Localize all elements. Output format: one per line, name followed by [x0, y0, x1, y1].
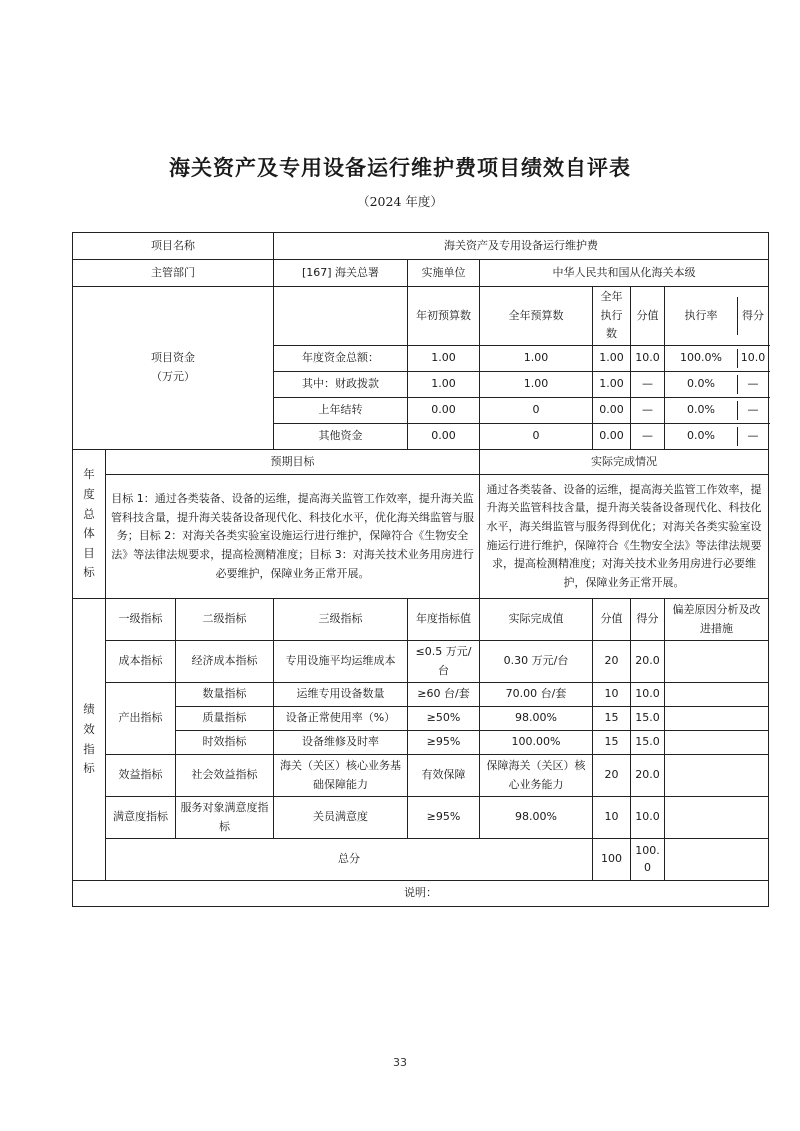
funds-header-row: [73, 287, 769, 346]
funds-header-rate: 执行率: [665, 297, 738, 335]
funds-row-rate-score: [665, 398, 769, 424]
perf-actual: 100.00%: [480, 731, 593, 755]
funds-row-annual: 0: [480, 424, 593, 450]
perf-target: ≥60 台/套: [408, 683, 480, 707]
perf-header-score-value: 分值: [593, 599, 631, 641]
perf-level2: 经济成本指标: [176, 641, 274, 683]
goals-side-char: 标: [83, 565, 95, 580]
perf-score-value: 10: [593, 683, 631, 707]
perf-level2: 数量指标: [176, 683, 274, 707]
funds-row-rate: 100.0%: [665, 349, 738, 368]
perf-level2: 质量指标: [176, 707, 274, 731]
perf-score-value: 20: [593, 641, 631, 683]
perf-score: 10.0: [631, 683, 665, 707]
funds-row-score-value: 10.0: [631, 346, 665, 372]
perf-target: ≥50%: [408, 707, 480, 731]
perf-header-row: [73, 599, 769, 641]
funds-row-label: 其中：财政拨款: [274, 372, 408, 398]
expected-goal-text: 目标 1：通过各类装备、设备的运维，提高海关监管工作效率，提升海关监管科技含量，提升海关装备设备现代化、科技化水平，优化海关缉监管与服务；目标 2：对海关各类实验室设施运行进行维护，保障符合《生物安全法》等法律法规要求，提高检测精准度；目标 3：对海关技术业务用房进行必要维护，保障业务正常开展。: [106, 475, 480, 599]
funds-row-rate: 0.0%: [665, 375, 738, 394]
department-row: [73, 260, 769, 287]
actual-result-text: 通过各类装备、设备的运维，提高海关监管工作效率，提升海关监管科技含量，提升海关装备设备现代化、科技化水平，海关缉监管与服务得到优化；对海关各类实验室设施运行进行维护，保障符合《生物安全法》等法律法规要求，提高检测精准度；对海关技术业务用房进行必要维护，保障业务正常开展。: [480, 475, 769, 599]
funds-header-initial: 年初预算数: [408, 287, 480, 346]
funds-header-rate-score: [665, 287, 769, 346]
funds-row-rate-score: [665, 346, 769, 372]
funds-label-line2: （万元）: [151, 370, 195, 384]
funds-label: [73, 287, 274, 450]
funds-header-blank: [274, 287, 408, 346]
goals-side-char: 度: [83, 486, 95, 501]
funds-row-label: 年度资金总额：: [274, 346, 408, 372]
perf-level3: 设备正常使用率（%）: [274, 707, 408, 731]
perf-header-score: 得分: [631, 599, 665, 641]
perf-side-char: 指: [83, 741, 95, 756]
perf-score-value: 20: [593, 755, 631, 797]
funds-header-executed: 全年执行数: [593, 287, 631, 346]
total-score-value: 100: [593, 839, 631, 881]
perf-group-satisfaction: 满意度指标: [106, 797, 176, 839]
project-name-value: 海关资产及专用设备运行维护费: [274, 233, 769, 260]
perf-score: 15.0: [631, 731, 665, 755]
goals-side-char: 年: [83, 467, 95, 482]
perf-score: 20.0: [631, 641, 665, 683]
perf-level2: 时效指标: [176, 731, 274, 755]
goals-side-char: 目: [83, 545, 95, 560]
funds-label-line1: 项目资金: [151, 351, 195, 365]
perf-row: [73, 755, 769, 797]
perf-header-analysis: 偏差原因分析及改进措施: [665, 599, 769, 641]
unit-label: 实施单位: [408, 260, 480, 287]
funds-row-executed: 0.00: [593, 398, 631, 424]
perf-actual: 98.00%: [480, 797, 593, 839]
funds-row-score: 10.0: [740, 351, 766, 365]
goals-header-row: [73, 450, 769, 475]
funds-row-rate-score: [665, 424, 769, 450]
funds-header-score: 得分: [742, 309, 765, 323]
funds-row-label: 其他资金: [274, 424, 408, 450]
funds-row-executed: 0.00: [593, 424, 631, 450]
evaluation-table: [72, 232, 769, 907]
perf-group-benefit: 效益指标: [106, 755, 176, 797]
funds-header-score-value: 分值: [631, 287, 665, 346]
total-analysis: [665, 839, 769, 881]
dept-label: 主管部门: [73, 260, 274, 287]
funds-row-annual: 1.00: [480, 372, 593, 398]
perf-target: ≤0.5 万元/台: [408, 641, 480, 683]
total-label: 总分: [106, 839, 593, 881]
project-name-label: 项目名称: [73, 233, 274, 260]
funds-row-score: —: [747, 403, 759, 417]
perf-analysis: [665, 755, 769, 797]
perf-level3: 设备维修及时率: [274, 731, 408, 755]
perf-score-value: 15: [593, 731, 631, 755]
perf-score: 20.0: [631, 755, 665, 797]
perf-header-level1: 一级指标: [106, 599, 176, 641]
funds-row-score: —: [747, 377, 759, 391]
perf-level3: 海关（关区）核心业务基础保障能力: [274, 755, 408, 797]
perf-group-cost: 成本指标: [106, 641, 176, 683]
perf-target: ≥95%: [408, 797, 480, 839]
funds-row-score: —: [747, 429, 759, 443]
funds-row-initial: 1.00: [408, 372, 480, 398]
perf-level2: 服务对象满意度指标: [176, 797, 274, 839]
perf-row: [73, 797, 769, 839]
perf-analysis: [665, 641, 769, 683]
funds-row-rate-score: [665, 372, 769, 398]
goals-side-label: [73, 450, 106, 599]
perf-side-label: [73, 599, 106, 881]
page-subtitle: （2024 年度）: [357, 194, 443, 209]
perf-header-target: 年度指标值: [408, 599, 480, 641]
perf-row: [73, 731, 769, 755]
note-row: [73, 881, 769, 907]
perf-target: 有效保障: [408, 755, 480, 797]
funds-row-label: 上年结转: [274, 398, 408, 424]
funds-row-initial: 0.00: [408, 424, 480, 450]
expected-goal-header: 预期目标: [106, 450, 480, 475]
dept-value: [167] 海关总署: [274, 260, 408, 287]
perf-score: 15.0: [631, 707, 665, 731]
perf-actual: 保障海关（关区）核心业务能力: [480, 755, 593, 797]
perf-row: [73, 707, 769, 731]
funds-row-executed: 1.00: [593, 346, 631, 372]
perf-analysis: [665, 683, 769, 707]
funds-row-initial: 0.00: [408, 398, 480, 424]
perf-header-actual: 实际完成值: [480, 599, 593, 641]
perf-analysis: [665, 731, 769, 755]
perf-score-value: 15: [593, 707, 631, 731]
perf-header-level2: 二级指标: [176, 599, 274, 641]
page-title: 海关资产及专用设备运行维护费项目绩效自评表: [169, 155, 631, 180]
perf-level3: 关员满意度: [274, 797, 408, 839]
perf-row: [73, 683, 769, 707]
perf-actual: 70.00 台/套: [480, 683, 593, 707]
funds-row-score-value: —: [631, 372, 665, 398]
goals-content-row: [73, 475, 769, 599]
funds-row-score-value: —: [631, 398, 665, 424]
perf-analysis: [665, 707, 769, 731]
total-row: [73, 839, 769, 881]
perf-target: ≥95%: [408, 731, 480, 755]
funds-row-annual: 0: [480, 398, 593, 424]
perf-level3: 专用设施平均运维成本: [274, 641, 408, 683]
perf-level2: 社会效益指标: [176, 755, 274, 797]
perf-side-char: 效: [83, 722, 95, 737]
page-number: 33: [393, 1056, 407, 1069]
unit-value: 中华人民共和国从化海关本级: [480, 260, 769, 287]
funds-row-rate: 0.0%: [665, 401, 738, 420]
perf-actual: 98.00%: [480, 707, 593, 731]
perf-side-char: 标: [83, 761, 95, 776]
funds-row-score-value: —: [631, 424, 665, 450]
funds-row-executed: 1.00: [593, 372, 631, 398]
total-score: 100.0: [631, 839, 665, 881]
goals-side-char: 体: [83, 526, 95, 541]
project-name-row: [73, 233, 769, 260]
perf-score-value: 10: [593, 797, 631, 839]
perf-analysis: [665, 797, 769, 839]
perf-group-output: 产出指标: [106, 683, 176, 755]
note-label: 说明：: [73, 881, 769, 907]
perf-actual: 0.30 万元/台: [480, 641, 593, 683]
goals-side-char: 总: [83, 506, 95, 521]
actual-result-header: 实际完成情况: [480, 450, 769, 475]
perf-score: 10.0: [631, 797, 665, 839]
perf-side-char: 绩: [83, 702, 95, 717]
perf-header-level3: 三级指标: [274, 599, 408, 641]
perf-level3: 运维专用设备数量: [274, 683, 408, 707]
funds-row-initial: 1.00: [408, 346, 480, 372]
perf-row: [73, 641, 769, 683]
funds-row-annual: 1.00: [480, 346, 593, 372]
funds-header-annual: 全年预算数: [480, 287, 593, 346]
funds-row-rate: 0.0%: [665, 427, 738, 446]
